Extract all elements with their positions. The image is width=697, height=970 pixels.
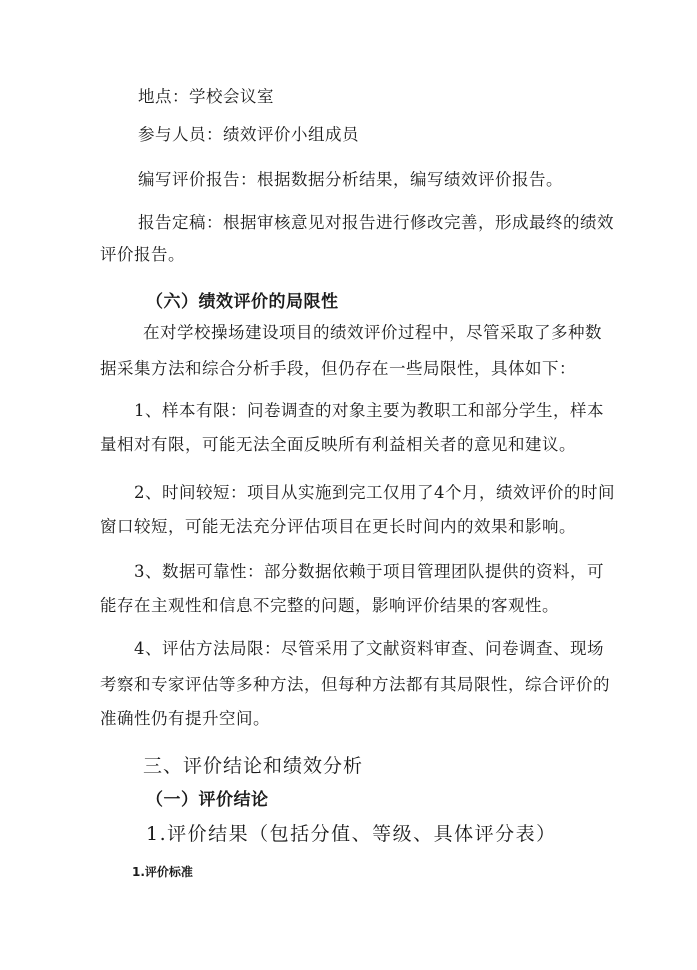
limitations-intro-line1: 在对学校操场建设项目的绩效评价过程中，尽管采取了多种数 bbox=[143, 323, 602, 342]
limitation-item-3-line2: 能存在主观性和信息不完整的问题，影响评价结果的客观性。 bbox=[100, 596, 559, 615]
limitation-item-1-line2: 量相对有限，可能无法全面反映所有利益相关者的意见和建议。 bbox=[100, 435, 576, 454]
write-report-step: 编写评价报告：根据数据分析结果，编写绩效评价报告。 bbox=[138, 170, 563, 189]
limitation-item-1-line1: 1、样本有限：问卷调查的对象主要为教职工和部分学生，样本 bbox=[134, 401, 604, 420]
limitation-item-4-line2: 考察和专家评估等多种方法，但每种方法都有其局限性，综合评价的 bbox=[100, 675, 610, 694]
limitations-heading: （六）绩效评价的局限性 bbox=[146, 292, 339, 312]
meeting-location: 地点：学校会议室 bbox=[138, 87, 274, 106]
section-title-conclusion: 三、评价结论和绩效分析 bbox=[143, 755, 364, 777]
conclusion-sub-heading: （一）评价结论 bbox=[146, 790, 269, 810]
limitation-item-4-line1: 4、评估方法局限：尽管采用了文献资料审查、问卷调查、现场 bbox=[134, 639, 604, 658]
meeting-participants: 参与人员：绩效评价小组成员 bbox=[138, 125, 359, 144]
limitation-item-2-line2: 窗口较短，可能无法充分评估项目在更长时间内的效果和影响。 bbox=[100, 517, 576, 536]
evaluation-result-title: 1.评价结果（包括分值、等级、具体评分表） bbox=[146, 823, 557, 845]
finalize-report-step-line1: 报告定稿：根据审核意见对报告进行修改完善，形成最终的绩效 bbox=[138, 213, 614, 232]
limitation-item-3-line1: 3、数据可靠性：部分数据依赖于项目管理团队提供的资料，可 bbox=[134, 562, 604, 581]
limitation-item-4-line3: 准确性仍有提升空间。 bbox=[100, 709, 270, 728]
limitation-item-2-line1: 2、时间较短：项目从实施到完工仅用了4个月，绩效评价的时间 bbox=[134, 483, 615, 502]
limitations-intro-line2: 据采集方法和综合分析手段，但仍存在一些局限性，具体如下： bbox=[100, 359, 576, 378]
evaluation-standard-label: 1.评价标准 bbox=[132, 865, 193, 879]
finalize-report-step-line2: 评价报告。 bbox=[100, 245, 185, 264]
